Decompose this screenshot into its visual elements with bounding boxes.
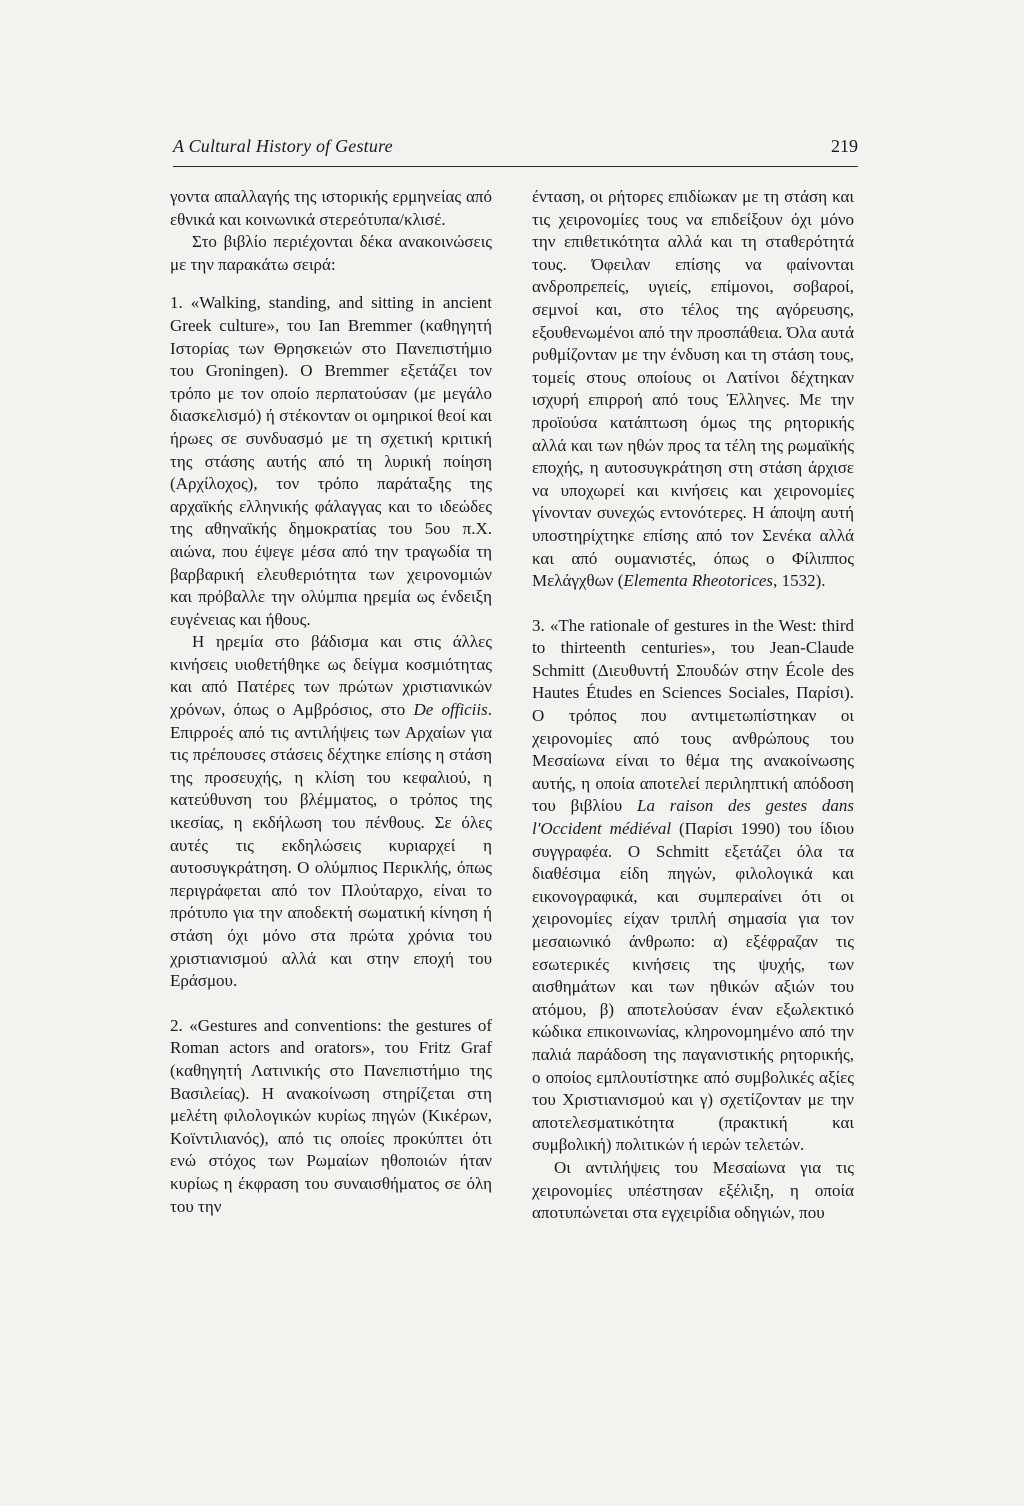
page-number: 219 xyxy=(831,136,858,156)
paragraph-item-3: 3. «The rationale of gestures in the West: third to thirteenth centuries», του Jean-Claude Schmitt (Διευθυντή Σπουδών στην École des Hautes Études en Sciences Sociales, Παρίσι). Ο τρόπος που αντιμετωπίστηκαν οι χειρονομίες από τους ανθρώπους του Μεσαίωνα είναι το θέμα της ανακοίνωσης αυτής, η οποία αποτελεί περιληπτική απόδοση του βιβλίου La raison des gestes dans l'Occident médiéval (Παρίσι 1990) του ίδιου συγγραφέα. Ο Schmitt εξετάζει όλα τα διαθέσιμα είδη πηγών, φιλολογικά και εικονογραφικά, και συμπεραίνει ότι οι χειρονομίες είχαν τριπλή σημασία για τον μεσαιωνικό άνθρωπο: α) εξέφραζαν τις εσωτερικές κινήσεις της ψυχής, των αισθημάτων και των ηθικών αξιών του ατόμου, β) αποτελούσαν έναν εξωλεκτικό κώδικα επικοινωνίας, κληρονομημένο από την παλιά παράδοση της παγανιστικής ρητορικής, ο οποίος εμπλουτίστηκε από συμβολικές αξίες του Χριστιανισμού και γ) σχετίζονταν με την αποτελεσματικότητα (πρακτική και συμβολική) πολιτικών ή ιερών τελετών. xyxy=(532,615,855,1155)
book-title: Elementa Rheotorices xyxy=(623,571,774,591)
paragraph-continuation: ένταση, οι ρήτορες επιδίωκαν με τη στάση και τις χειρονομίες τους να επιδείξουν όχι μόνο την επιθετικότητα αλλά και τη σταθερότητά τους. Όφειλαν επίσης να φαίνονται ανδροπρεπείς, υγιείς, επίμονοι, σοβαροί, σεμνοί και, στο τέλος της αγόρευσης, εξουθενωμένοι από την προσπάθεια. Όλα αυτά ρυθμίζονταν με την ένδυση και τη στάση τους, τομείς στους οποίους οι Λατίνοι δέχτηκαν ισχυρή επιρροή από τους Έλληνες. Με την προϊούσα κατάπτωση όμως της ρητορικής αλλά και των ηθών προς τα τέλη της ρωμαϊκής εποχής, η αυτοσυγκράτηση στη στάση άρχισε να υποχωρεί και κινήσεις και χειρονομίες γίνονταν συνεχώς εντονότερες. Η άποψη αυτή υποστηρίχτηκε επίσης από τον Σενέκα αλλά και από ουμανιστές, όπως ο Φίλιππος Μελάγχθων (Elementa Rheotorices, 1532). xyxy=(532,187,854,591)
left-column xyxy=(170,186,492,1218)
book-title: La raison des gestes dans l'Occident médiéval xyxy=(532,796,855,839)
book-title: De officiis xyxy=(413,700,488,720)
paragraph-item-2: 2. «Gestures and conventions: the gestures of Roman actors and orators», του Fritz Graf (καθηγητή Λατινικής στο Πανεπιστήμιο της Βασιλείας). Η ανακοίνωση στηρίζεται στη μελέτη φιλολογικών κυρίως πηγών (Κικέρων, Κοϊντιλιανός), από τις οποίες προκύπτει ότι ενώ στόχος των Ρωμαίων ηθοποιών ήταν κυρίως η έκφραση του συναισθήματος σε όλη του την xyxy=(170,1015,492,1216)
running-title: A Cultural History of Gesture xyxy=(173,136,393,156)
paragraph-contents: Στο βιβλίο περιέχονται δέκα ανακοινώσεις με την παρακάτω σειρά: xyxy=(170,232,492,274)
page-header xyxy=(173,136,858,167)
paragraph-intro: γοντα απαλλαγής της ιστορικής ερμηνείας από εθνικά και κοινωνικά στερεότυπα/κλισέ. xyxy=(170,187,492,229)
paragraph-final: Οι αντιλήψεις του Μεσαίωνα για τις χειρονομίες υπέστησαν εξέλιξη, η οποία αποτυπώνεται στα εγχειρίδια οδηγιών, που xyxy=(532,1157,854,1223)
paragraph-item-1: 1. «Walking, standing, and sitting in ancient Greek culture», του Ian Bremmer (καθηγητή Ιστορίας των Θρησκειών στο Πανεπιστήμιο του Groningen). Ο Bremmer εξετάζει τον τρόπο με τον οποίο περπατούσαν (με μεγάλο διασκελισμό) ή στέκονταν οι ομηρικοί θεοί και ήρωες σε συνδυασμό με τη σχετική κριτική της στάσης αυτής από τη λυρική ποίηση (Αρχίλοχος), τον τρόπο παράταξης της αρχαϊκής ελληνικής φάλαγγας και το ιδεώδες της αθηναϊκής δημοκρατίας του 5ου π.Χ. αιώνα, που έψεγε μέσα από την τραγωδία τη βαρβαρική ελευθεριότητα των χειρονομιών και πρόβαλλε την ολύμπια ηρεμία ως ένδειξη ευγένειας και ήθους. xyxy=(170,293,492,629)
paragraph-item-1-continued: Η ηρεμία στο βάδισμα και στις άλλες κινήσεις υιοθετήθηκε ως δείγμα κοσμιότητας και από Πατέρες των πρώτων χριστιανικών χρόνων, όπως ο Αμβρόσιος, στο De officiis. Επιρροές από τις αντιλήψεις των Αρχαίων για τις πρέπουσες στάσεις δέχτηκε επίσης η στάση της προσευχής, η κλίση του κεφαλιού, η κατεύθυνση του βλέμματος, ο τρόπος της ικεσίας, η εκδήλωση του πένθους. Σε όλες αυτές τις εκδηλώσεις κυριαρχεί η αυτοσυγκράτηση. Ο ολύμπιος Περικλής, όπως περιγράφεται από τον Πλούταρχο, είναι το πρότυπο για την αποδεκτή σωματική κίνηση ή στάση όχι μόνο στα πρώτα χρόνια του χριστιανισμού αλλά και στην εποχή του Εράσμου. xyxy=(170,632,492,991)
right-column xyxy=(532,186,854,1225)
